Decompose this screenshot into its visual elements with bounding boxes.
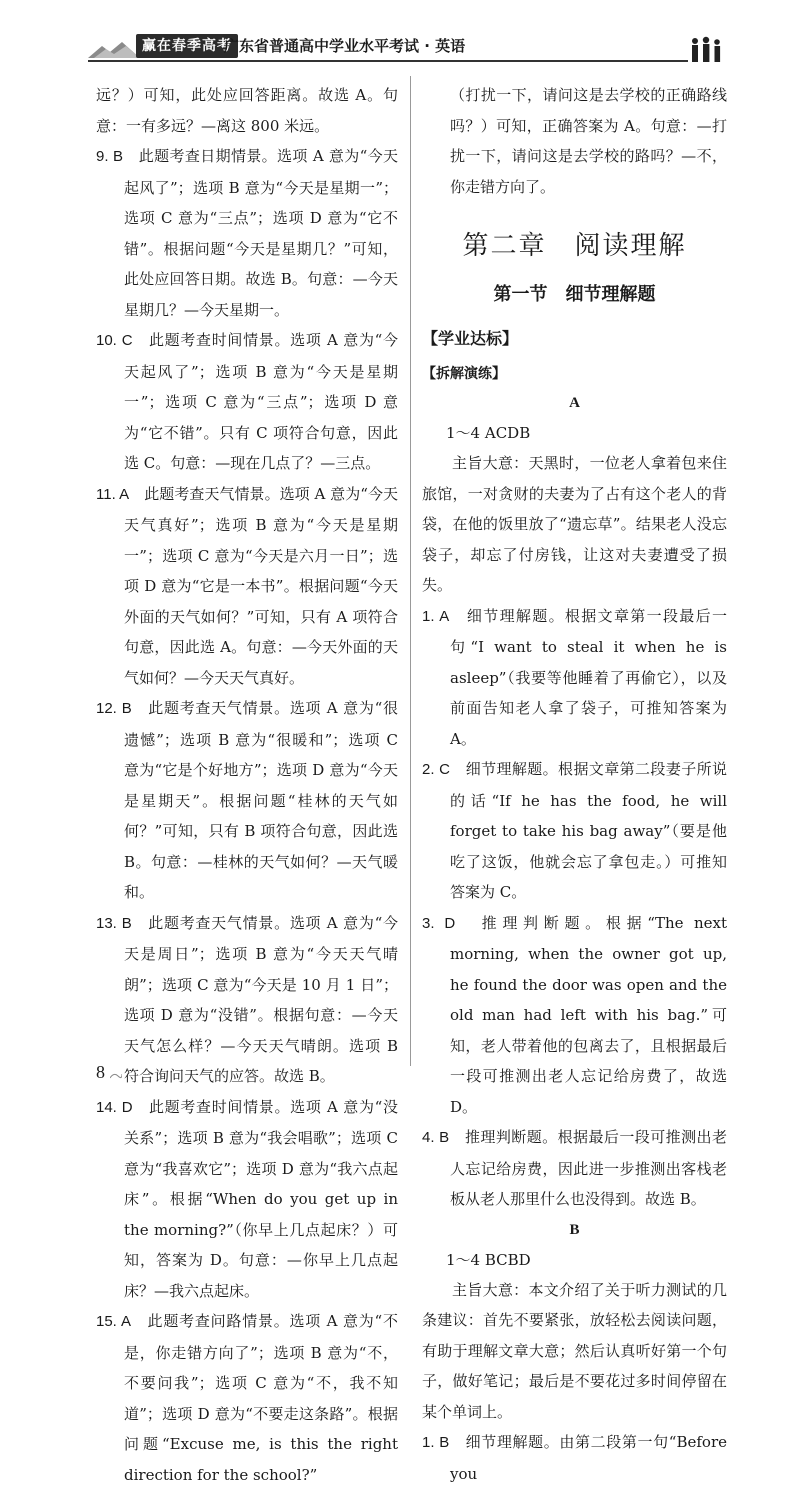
passage-b-item-1 [422,1427,727,1489]
answer-item-text: 此题考查天气情景。选项 A 意为“今天天气真好”；选项 B 意为“今天是星期一”；选项 C 意为“今天是六月一日”；选项 D 意为“它是一本书”。根据问题“今天外面的天气如何？”可知，只有 A 项符合句意，因此选 A。句意：—今天外面的天气如何？—今天天气真好。 [124,484,398,687]
answer-item-num: 4. B [422,1129,450,1146]
answer-item-12 [96,693,398,908]
answer-item-text: 细节理解题。根据文章第一段最后一句“I want to steal it when he is asleep”（我要等他睡着了再偷它），以及前面告知老人拿了袋子，可推知答案为 A。 [450,606,727,748]
passage-a-summary: 主旨大意：天黑时，一位老人拿着包来住旅馆，一对贪财的夫妻为了占有这个老人的背袋，在他的饭里放了“遗忘草”。结果老人没忘袋子，却忘了付房钱，让这对夫妻遭受了损失。 [422,454,727,594]
answer-item-text: 细节理解题。由第二段第一句“Before you [450,1433,727,1483]
passage-a-answer-key: 1～4 ACDB [446,424,531,442]
left-column [96,80,398,1490]
answer-item-text: 推理判断题。根据“The next morning, when the owner got up, he found the door was open and the old man had left with his bag.”可知，老人带着他的包离去了，且根据最后一段可推测出老人忘记给房费了，故选 D。 [450,913,727,1116]
answer-item-10 [96,325,398,479]
answer-item-num: 9. B [96,148,124,165]
answer-item-text: 此题考查问路情景。选项 A 意为“不是，你走错方向了”；选项 B 意为“不，不要问我”；选项 C 意为“不，我不知道”；选项 D 意为“不要走这条路”。根据问题“Excuse me, is this the right direction for the school?” [124,1312,398,1484]
column-divider [410,76,411,1066]
passage-a-item-3 [422,908,727,1123]
series-badge: 赢在春季高考 [136,34,238,58]
answer-item-text: 此题考查时间情景。选项 A 意为“今天起风了”；选项 B 意为“今天是星期一”；选项 C 意为“三点”；选项 D 意为“它不错”。只有 C 项符合句意，因此选 C。句意：—现在几点了？—三点。 [124,331,398,472]
mountain-decoration-icon [88,40,140,58]
tag-breakdown-practice: 【拆解演练】 [422,366,506,382]
answer-item-num: 11. A [96,485,130,503]
passage-a-letter: A [569,395,580,411]
passage-a-item-2 [422,754,727,908]
answer-item-num: 3. D [422,914,456,932]
people-silhouette-icon [688,36,724,62]
answer-item-14 [96,1092,398,1307]
answer-item-num: 12. B [96,700,132,717]
page-corner-mark-icon [110,1072,122,1080]
passage-a-item-1 [422,601,727,755]
header-title: 广东省普通高中学业水平考试 · 英语 [224,37,466,55]
right-column [422,80,727,1489]
answer-item-13 [96,908,398,1092]
passage-a-item-4 [422,1122,727,1215]
answer-item-text: 此题考查天气情景。选项 A 意为“今天是周日”；选项 B 意为“今天天气晴朗”；选项 C 意为“今天是 10 月 1 日”；选项 D 意为“没错”。根据句意：—今天天气怎么样？—今天天气晴朗。选项 B 符合询问天气的应答。故选 B。 [124,913,398,1085]
tag-academic-standard: 【学业达标】 [422,329,519,348]
page-header [0,0,800,62]
answer-item-num: 1. B [422,1434,450,1451]
answer-item-9 [96,141,398,325]
answer-item-num: 10. C [96,332,133,349]
header-rule [88,60,688,62]
answer-item-text: 细节理解题。根据文章第二段妻子所说的话“If he has the food, he will forget to take his bag away”（要是他吃了这饭，他就会忘了拿包走。）可推知答案为 C。 [450,760,727,901]
answer-item-num: 2. C [422,761,450,778]
answer-item-text: 推理判断题。根据最后一段可推测出老人忘记给房费，因此进一步推测出客栈老板从老人那里什么也没得到。故选 B。 [450,1128,727,1208]
chapter-title: 第二章 阅读理解 [462,231,687,261]
answer-item-num: 15. A [96,1313,131,1330]
answer-item-num: 13. B [96,914,132,932]
answer-item-text: 此题考查日期情景。选项 A 意为“今天起风了”；选项 B 意为“今天是星期一”；选项 C 意为“三点”；选项 D 意为“它不错”。根据问题“今天是星期几？”可知，此处应回答日期。故选 B。句意：—今天星期几？—今天星期一。 [124,147,398,319]
answer-item-num: 1. A [422,607,450,625]
page-number: 8 [96,1062,105,1082]
passage-b-summary: 主旨大意：本文介绍了关于听力测试的几条建议：首先不要紧张，放轻松去阅读问题，有助于理解文章大意；然后认真听好第一个句子，做好笔记；最后是不要花过多时间停留在某个单词上。 [422,1280,727,1421]
answer-item-text: 此题考查天气情景。选项 A 意为“很遗憾”；选项 B 意为“很暖和”；选项 C 意为“它是个好地方”；选项 D 意为“今天是星期天”。根据问题“桂林的天气如何？”可知，只有 B 项符合句意，因此选 B。句意：—桂林的天气如何？—天气暖和。 [124,699,398,901]
answer-item-num: 14. D [96,1098,133,1116]
answer-item-text: 此题考查时间情景。选项 A 意为“没关系”；选项 B 意为“我会唱歌”；选项 C 意为“我喜欢它”；选项 D 意为“我六点起床”。根据“When do you get up in the morning?”（你早上几点起床？）可知，答案为 D。句意：—你早上几点起床？—我六点起床。 [124,1097,398,1300]
left-continuation: 远？）可知，此处应回答距离。故选 A。句意：一有多远？—离这 800 米远。 [96,86,398,135]
answer-item-11 [96,479,398,694]
passage-b-answer-key: 1～4 BCBD [446,1250,531,1269]
section-title: 第一节 细节理解题 [493,284,656,305]
answer-item-15 [96,1306,398,1490]
right-continuation: （打扰一下，请问这是去学校的正确路线吗？）可知，正确答案为 A。句意：—打扰一下，请问这是去学校的路吗？—不，你走错方向了。 [450,86,727,196]
passage-b-letter: B [569,1221,580,1238]
